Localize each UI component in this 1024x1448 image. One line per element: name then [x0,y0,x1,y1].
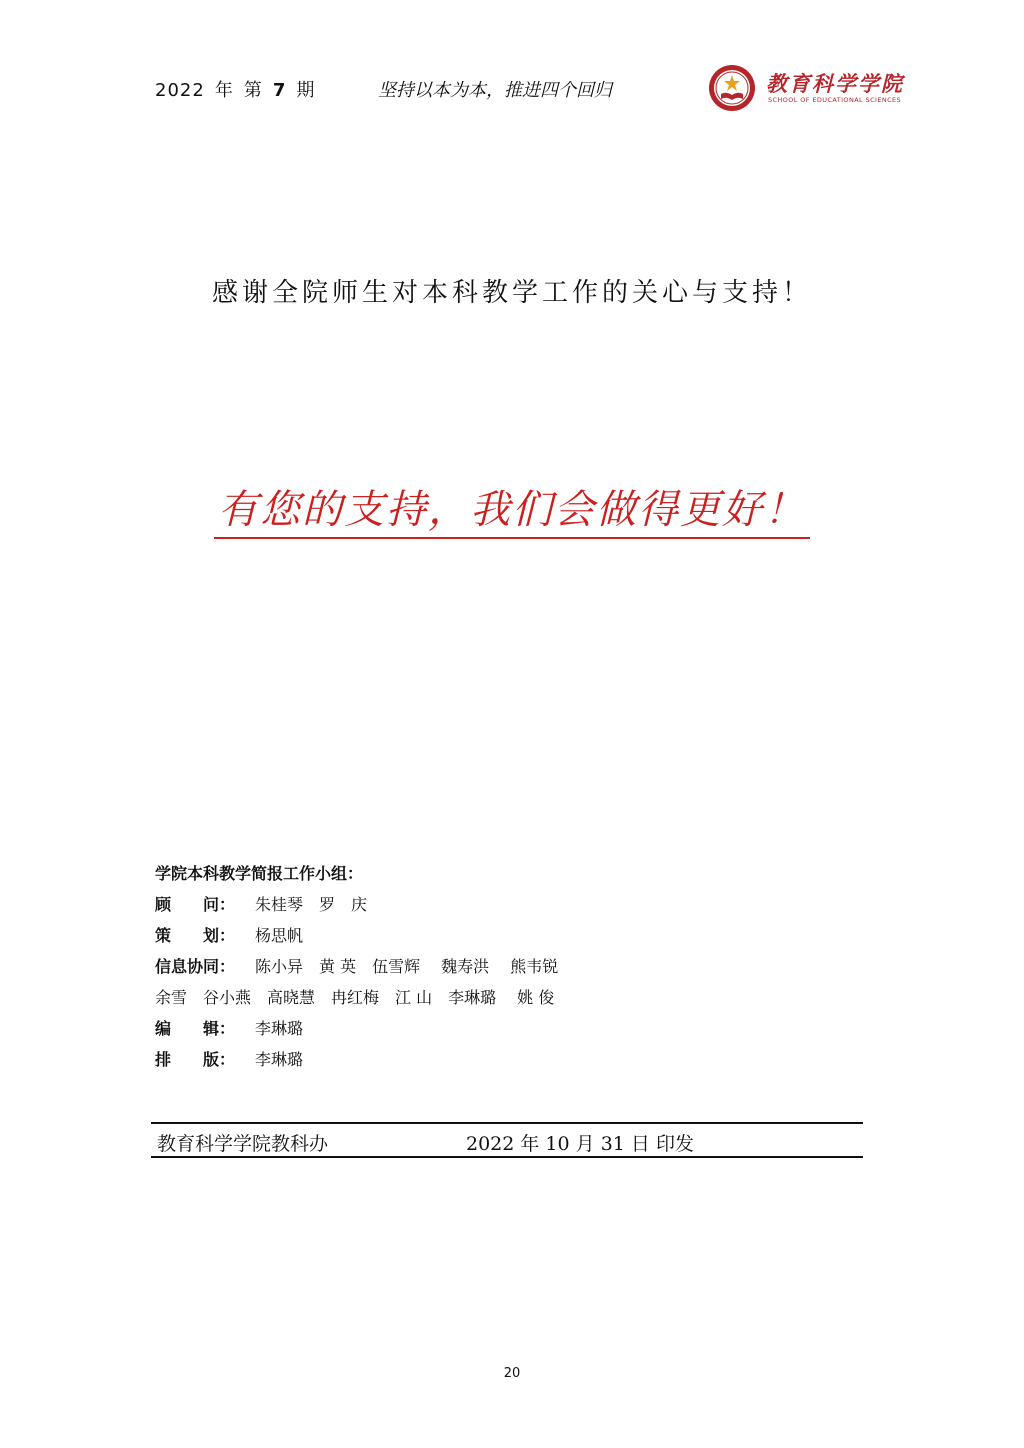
red-slogan: 有您的支持，我们会做得更好！ [214,478,810,539]
team-title: 学院本科教学简报工作小组： [155,864,364,883]
footer-office: 教育科学学院教科办 [157,1133,329,1155]
thanks-message: 感谢全院师生对本科教学工作的关心与支持！ [211,278,812,308]
issue-year: 2022 [155,80,205,101]
advisor-label: 顾 问： [155,895,236,914]
layout-label: 排 版： [155,1050,236,1069]
advisor-value: 朱桂琴 罗 庆 [255,895,368,914]
issue-year-unit: 年 [214,80,234,101]
school-seal-icon [708,64,756,112]
issue-number: 7 [272,80,287,101]
info-value: 陈小异 黄 英 伍雪辉 魏寿洪 熊韦锐 [255,957,559,976]
issue-label [155,76,325,102]
issue-prefix: 第 [243,80,263,101]
footer-rule-bottom [151,1156,863,1158]
layout-value: 李琳璐 [255,1050,304,1069]
issue-suffix: 期 [296,80,316,101]
info-label: 信息协同： [155,957,236,976]
editorial-team [155,858,558,1075]
logo-school-name: 教育科学学院 [766,71,904,96]
planner-label: 策 划： [155,926,236,945]
team-row-info [155,951,558,982]
footer-issue-date: 2022 年 10 月 31 日 印发 [466,1133,694,1155]
team-row-editor [155,1013,558,1044]
team-row-advisor [155,889,558,920]
planner-value: 杨思帆 [255,926,304,945]
team-row-info-more: 余雪 谷小燕 高晓慧 冉红梅 江 山 李琳璐 姚 俊 [155,988,555,1007]
header-slogan: 坚持以本为本，推进四个回归 [378,80,612,101]
editor-label: 编 辑： [155,1019,236,1038]
footer-rule-top [151,1122,863,1124]
team-row-planner [155,920,558,951]
editor-value: 李琳璐 [255,1019,304,1038]
logo-school-subtitle: SCHOOL OF EDUCATIONAL SCIENCES [768,96,902,104]
school-logo [708,62,904,114]
page-number: 20 [503,1366,521,1381]
red-slogan-wrapper [0,478,1024,539]
team-row-layout [155,1044,558,1075]
